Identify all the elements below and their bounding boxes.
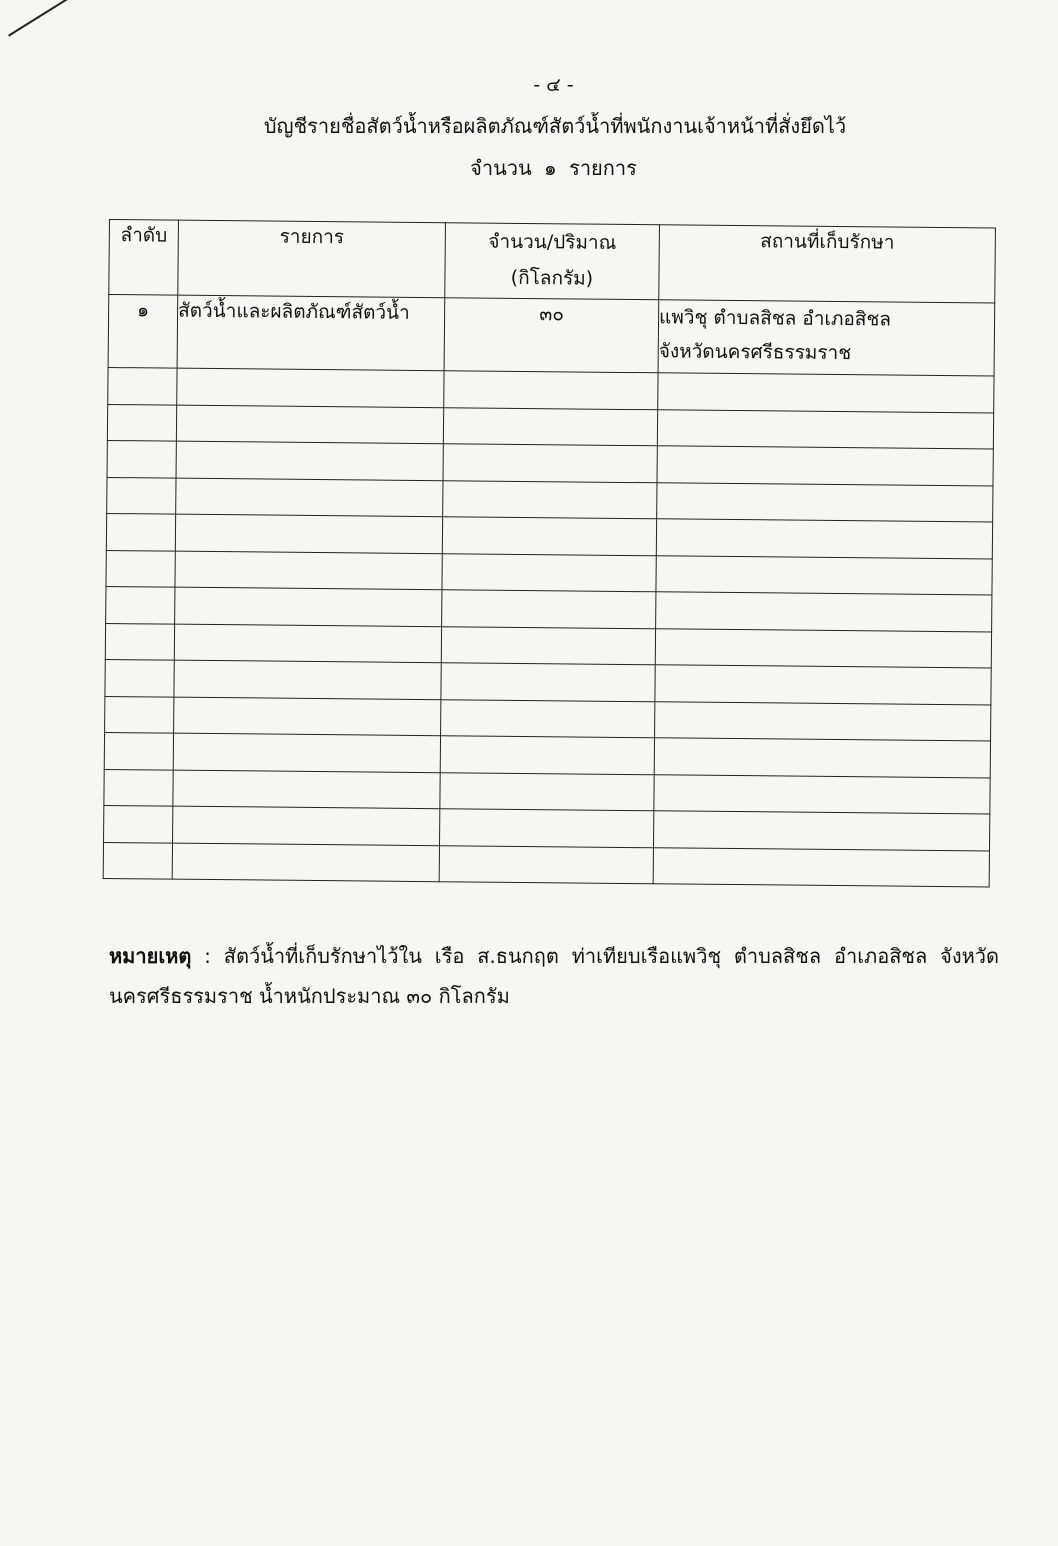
page-number: - ๔ - xyxy=(533,74,574,96)
page-title: บัญชีรายชื่อสัตว์น้ำหรือผลิตภัณฑ์สัตว์น้ำที่พนักงานเจ้าหน้าที่สั่งยึดไว้ xyxy=(263,114,847,138)
header-quantity-line1: จำนวน/ปริมาณ xyxy=(488,230,617,254)
remark-paragraph xyxy=(109,936,999,1016)
header-quantity-line2: (กิโลกรัม) xyxy=(510,266,594,290)
remark-label: หมายเหตุ xyxy=(109,944,192,968)
cell-item: สัตว์น้ำและผลิตภัณฑ์สัตว์น้ำ xyxy=(177,295,445,371)
cell-quantity: ๓๐ xyxy=(444,298,659,373)
cell-storage-place-line2: จังหวัดนครศรีธรรมราช xyxy=(658,340,852,365)
seized-items-table xyxy=(103,219,996,887)
table-header-row xyxy=(109,220,996,304)
header-seq: ลำดับ xyxy=(109,220,179,296)
cell-seq: ๑ xyxy=(108,295,178,369)
scan-corner-mark xyxy=(0,0,68,37)
header-item: รายการ xyxy=(178,220,446,298)
item-count: จำนวน ๑ รายการ xyxy=(470,156,637,180)
cell-storage-place-line1: แพวิชุ ตำบลสิชล อำเภอสิชล xyxy=(658,306,892,331)
header-quantity xyxy=(445,223,660,300)
remark-text: : สัตว์น้ำที่เก็บรักษาไว้ใน เรือ ส.ธนกฤต ท่าเทียบเรือแพวิชุ ตำบลสิชล อำเภอสิชล จังหวัดนครศรีธรรมราช น้ำหนักประมาณ ๓๐ กิโลกรัม xyxy=(109,944,999,1008)
empty-table-row xyxy=(103,842,989,887)
header-storage-place: สถานที่เก็บรักษา xyxy=(659,225,996,303)
table-row xyxy=(108,295,995,377)
cell-storage-place xyxy=(658,300,995,376)
